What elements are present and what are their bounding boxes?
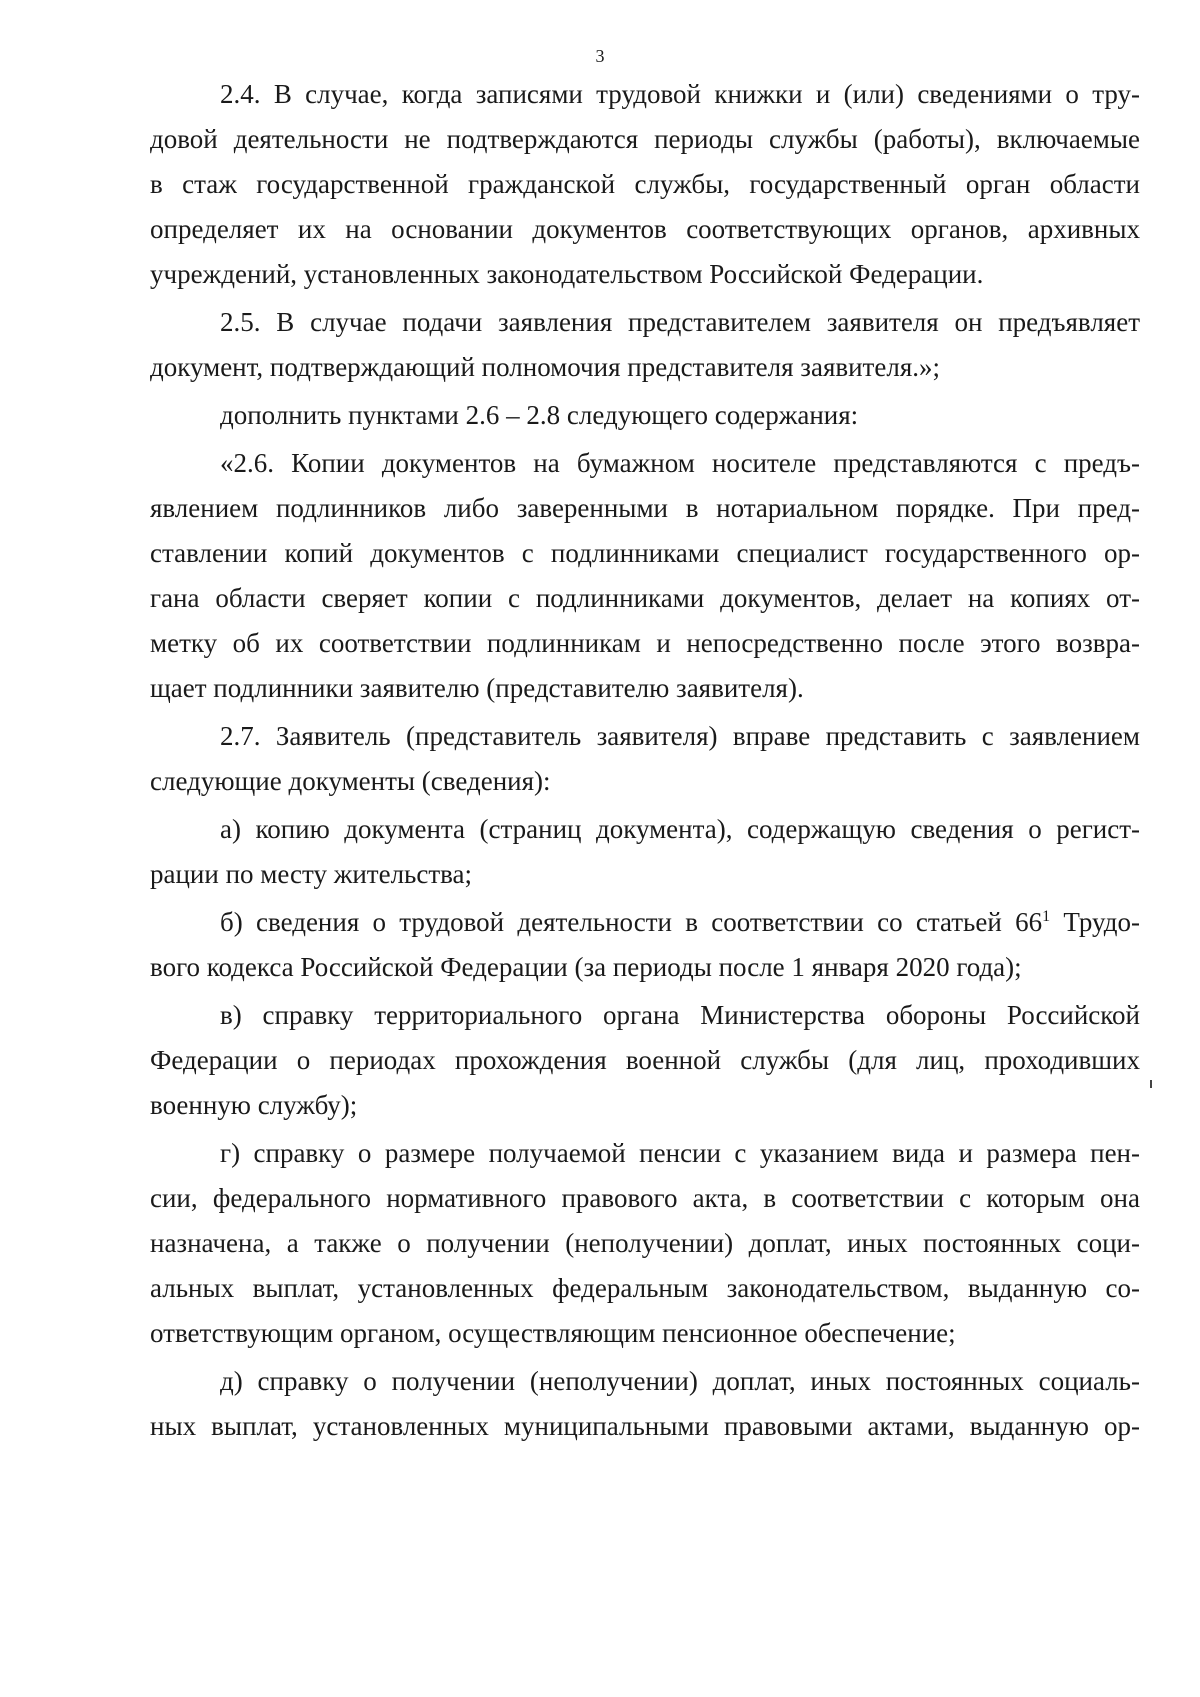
list-item-b <box>150 900 1140 990</box>
text-line: вого кодекса Российской Федерации (за периоды после 1 января 2020 года); <box>150 952 1022 982</box>
paragraph-2-6 <box>150 441 1140 711</box>
text-line: 2.5. В случае подачи заявления представителем заявителя он предъявляет <box>220 307 1140 337</box>
text-line: д) справку о получении (неполучении) доплат, иных постоянных социаль- <box>220 1366 1140 1396</box>
list-item-d <box>150 1359 1140 1449</box>
list-item-a <box>150 807 1140 897</box>
text-line: учреждений, установленных законодательством Российской Федерации. <box>150 259 984 289</box>
text-line: метку об их соответствии подлинникам и непосредственно после этого возвра- <box>150 628 1140 658</box>
text-line: ответствующим органом, осуществляющим пенсионное обеспечение; <box>150 1318 956 1348</box>
text-fragment: б) сведения о трудовой деятельности в соответствии со статьей 66 <box>220 907 1043 937</box>
text-line: следующие документы (сведения): <box>150 766 551 796</box>
text-line: альных выплат, установленных федеральным законодательством, выданную со- <box>150 1273 1140 1303</box>
text-line: рации по месту жительства; <box>150 859 473 889</box>
text-line: ных выплат, установленных муниципальными правовыми актами, выданную ор- <box>150 1411 1140 1441</box>
text-line: назначена, а также о получении (неполучении) доплат, иных постоянных соци- <box>150 1228 1140 1258</box>
text-line: в стаж государственной гражданской службы, государственный орган области <box>150 169 1140 199</box>
document-body <box>150 72 1140 1449</box>
text-line: в) справку территориального органа Министерства обороны Российской <box>220 1000 1140 1030</box>
text-line: г) справку о размере получаемой пенсии с указанием вида и размера пен- <box>220 1138 1140 1168</box>
text-line: ставлении копий документов с подлинниками специалист государственного ор- <box>150 538 1140 568</box>
text-line: военную службу); <box>150 1090 358 1120</box>
text-line: сии, федерального нормативного правового акта, в соответствии с которым она <box>150 1183 1140 1213</box>
text-line: щает подлинники заявителю (представителю заявителя). <box>150 673 804 703</box>
paragraph-2-4 <box>150 72 1140 297</box>
text-line: 2.7. Заявитель (представитель заявителя) вправе представить с заявлением <box>220 721 1140 751</box>
text-line: «2.6. Копии документов на бумажном носителе представляются с предъ- <box>220 448 1140 478</box>
superscript: 1 <box>1042 908 1051 925</box>
text-line-rich <box>150 900 1140 945</box>
text-line: определяет их на основании документов соответствующих органов, архивных <box>150 214 1140 244</box>
text-fragment: Трудо- <box>1050 907 1141 937</box>
paragraph-amendment <box>150 393 1140 438</box>
scan-mark <box>1150 1080 1152 1088</box>
text-line: документ, подтверждающий полномочия представителя заявителя.»; <box>150 352 940 382</box>
text-line: явлением подлинников либо заверенными в нотариальном порядке. При пред- <box>150 493 1140 523</box>
text-line: 2.4. В случае, когда записями трудовой книжки и (или) сведениями о тру- <box>220 79 1140 109</box>
paragraph-2-5 <box>150 300 1140 390</box>
text-line: Федерации о периодах прохождения военной службы (для лиц, проходивших <box>150 1045 1140 1075</box>
text-line: гана области сверяет копии с подлинниками документов, делает на копиях от- <box>150 583 1140 613</box>
text-line: а) копию документа (страниц документа), содержащую сведения о регист- <box>220 814 1140 844</box>
list-item-v <box>150 993 1140 1128</box>
text-line: довой деятельности не подтверждаются периоды службы (работы), включаемые <box>150 124 1140 154</box>
page-number: 3 <box>595 46 605 66</box>
list-item-g <box>150 1131 1140 1356</box>
text-line: дополнить пунктами 2.6 – 2.8 следующего содержания: <box>220 400 859 430</box>
paragraph-2-7 <box>150 714 1140 804</box>
